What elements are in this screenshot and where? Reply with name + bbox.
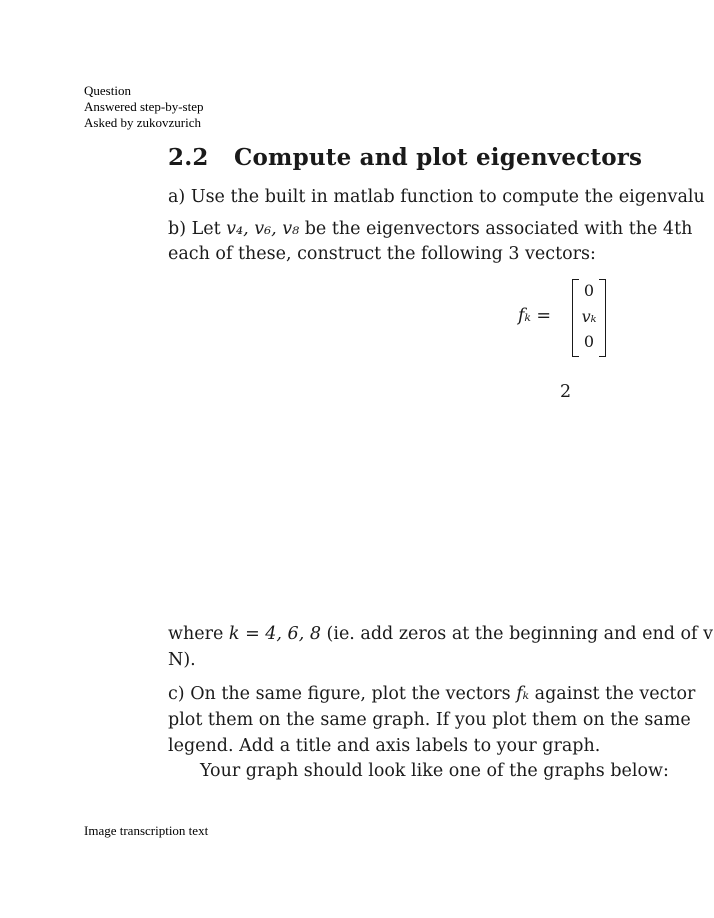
k-values: k = 4, 6, 8	[228, 624, 321, 644]
section-title: Compute and plot eigenvectors	[234, 144, 643, 171]
section-number: 2.2	[168, 144, 209, 171]
eigenvector-symbols: v₄, v₆, v₈	[226, 219, 300, 239]
part-b-lead: b) Let	[168, 219, 227, 239]
part-c-lead: c) On the same figure, plot the vectors	[168, 684, 517, 704]
part-b-rest: be the eigenvectors associated with the 4th	[299, 219, 693, 239]
where-lead: where	[168, 624, 229, 644]
part-a-text: a) Use the built in matlab function to compute the eigenvalu	[168, 187, 705, 207]
fk-symbol: fₖ	[516, 684, 530, 704]
page-number: 2	[560, 382, 572, 402]
asked-by: Asked by zukovzurich	[84, 115, 201, 130]
part-c-line-2: plot them on the same graph. If you plot them on the same	[168, 710, 691, 730]
part-c-line-3: legend. Add a title and axis labels to your graph.	[168, 736, 601, 756]
where-rest: (ie. add zeros at the beginning and end of v	[320, 624, 713, 644]
vector-definition-lhs: fₖ =	[518, 306, 552, 326]
question-label: Question	[84, 83, 131, 98]
part-b-line-2: each of these, construct the following 3 vectors:	[168, 244, 596, 264]
matrix-entry-middle: vₖ	[581, 307, 597, 326]
column-vector	[572, 279, 606, 357]
part-b-line-1	[168, 219, 692, 239]
answer-status: Answered step-by-step	[84, 99, 204, 114]
part-c-line-1	[168, 684, 695, 704]
where-line-1	[168, 624, 713, 644]
part-c-rest: against the vector	[529, 684, 696, 704]
transcription-label: Image transcription text	[84, 823, 209, 838]
part-c-line-4: Your graph should look like one of the graphs below:	[200, 761, 669, 781]
matrix-entry-bottom: 0	[583, 332, 595, 351]
where-line-2: N).	[168, 650, 196, 670]
matrix-entry-top: 0	[583, 281, 595, 300]
